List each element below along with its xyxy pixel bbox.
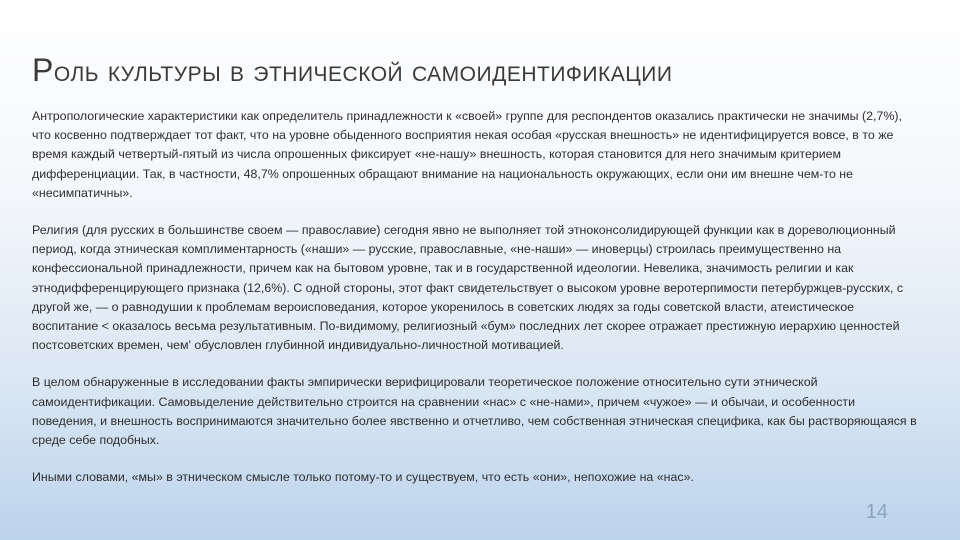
slide-title-rest: оль культуры в этнической самоидентификации: [53, 55, 673, 88]
page-number: 14: [865, 501, 888, 523]
paragraph-anthropology: Антропологические характеристики как определитель принадлежности к «своей» группе для респондентов оказались практически не значимы (2,7%), что косвенно подтверждает тот факт, что на уровне обыденного восприятия некая особая «русская внешность» не идентифицируется вовсе, в то же время каждый четвертый-пятый из числа опрошенных фиксирует «не-нашу» внешность, которая становится для него значимым критерием дифференциации. Так, в частности, 48,7% опрошенных обращают внимание на национальность окружающих, если они им внешне чем-то не «несимпатичны».: [32, 109, 902, 200]
slide-body: [32, 107, 917, 505]
paragraph-summary: Иными словами, «мы» в этническом смысле только потому-то и существуем, что есть «они», непохожие на «нас».: [32, 470, 694, 485]
slide-title-initial: Р: [32, 52, 54, 88]
slide-title: [32, 52, 932, 89]
paragraph-religion: Религия (для русских в большинстве своем — православие) сегодня явно не выполняет той этноконсолидирующей функции как в дореволюционный период, когда этническая комплиментарность («наши» — русские, православные, «не-наши» — иноверцы) строилась преимущественно на конфессиональной принадлежности, причем как на бытовом уровне, так и в государственной идеологии. Невелика, значимость религии и как этнодифференцирующего признака (12,6%). С одной стороны, этот факт свидетельствует о высоком уровне веротерпимости петербуржцев-русских, с другой же, — о равнодушии к проблемам вероисповедания, которое укоренилось в советских людях за годы советской власти, атеистическое воспитание < оказалось весьма результативным. По-видимому, религиозный «бум» последних лет скорее отражает престижную иерархию ценностей постсоветских времен, чем' обусловлен глубинной индивидуально-личностной мотивацией.: [32, 223, 904, 353]
paragraph-conclusion: В целом обнаруженные в исследовании факты эмпирически верифицировали теоретическое положение относительно сути этнической самоидентификации. Самовыделение действительно строится на сравнении «нас» с «не-нами», причем «чужое» — и обычаи, и особенности поведения, и внешность воспринимаются значительно более явственно и отчетливо, чем собственная этническая специфика, как бы растворяющаяся в среде себе подобных.: [32, 375, 917, 448]
